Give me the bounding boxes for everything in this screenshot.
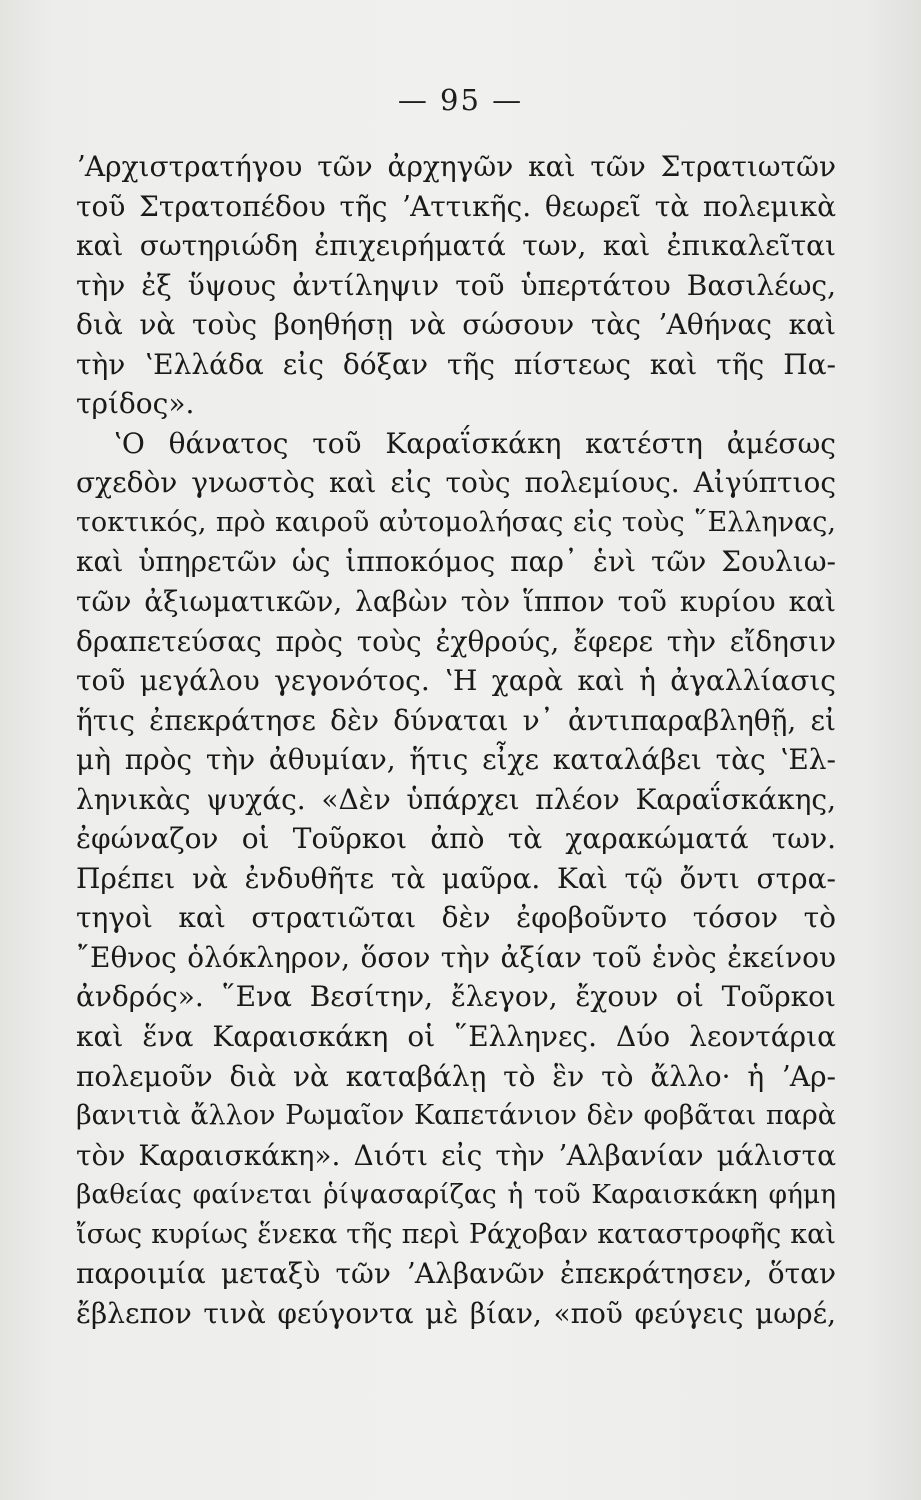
text-line: ἥτις ἐπεκράτησε δὲν δύναται ν᾽ ἀντιπαραβληθῇ, εἰ — [76, 703, 836, 737]
text-line: τὸν Καραισκάκη». Διότι εἰς τὴν ʼΑλβανίαν μάλιστα — [76, 1138, 836, 1172]
text-line: ἴσως κυρίως ἕνεκα τῆς περὶ Ράχοβαν καταστροφῆς καὶ — [76, 1218, 836, 1250]
text-line: καὶ σωτηριώδη ἐπιχειρήματά των, καὶ ἐπικαλεῖται — [76, 229, 836, 263]
page-number: — 95 — — [397, 83, 524, 117]
text-line: καὶ ἕνα Καραισκάκη οἱ ῞Ελληνες. Δύο λεοντάρια — [76, 1020, 836, 1054]
text-line: μὴ πρὸς τὴν ἀθυμίαν, ἥτις εἶχε καταλάβει τὰς ʽΕλ- — [76, 743, 836, 777]
text-line: τρίδος». — [76, 387, 195, 421]
text-line: τῶν ἀξιωματικῶν, λαβὼν τὸν ἵππον τοῦ κυρίου καὶ — [76, 585, 836, 619]
text-line: διὰ νὰ τοὺς βοηθήσῃ νὰ σώσουν τὰς ʼΑθήνας καὶ — [76, 308, 836, 342]
text-line: ἔβλεπον τινὰ φεύγοντα μὲ βίαν, «ποῦ φεύγεις μωρέ, — [76, 1296, 836, 1330]
text-line: τὴν ἐξ ὕψους ἀντίληψιν τοῦ ὑπερτάτου Βασιλέως, — [76, 268, 836, 302]
text-line: δραπετεύσας πρὸς τοὺς ἐχθρούς, ἔφερε τὴν εἴδησιν — [76, 624, 836, 658]
text-line: βαθείας φαίνεται ῥίψασαρίζας ἡ τοῦ Καραισκάκη φήμη — [76, 1179, 836, 1211]
text-line: πολεμοῦν διὰ νὰ καταβάλῃ τὸ ἓν τὸ ἄλλο· ἡ ʼΑρ- — [76, 1059, 836, 1093]
text-line: ληνικὰς ψυχάς. «Δὲν ὑπάρχει πλέον Καραΐσκάκης, — [76, 782, 836, 816]
text-line: τοκτικός, πρὸ καιροῦ αὐτομολήσας εἰς τοὺς ῞Ελληνας, — [76, 506, 836, 538]
text-line: τοῦ μεγάλου γεγονότος. ʽΗ χαρὰ καὶ ἡ ἀγαλλίασις — [76, 664, 836, 698]
text-line: σχεδὸν γνωστὸς καὶ εἰς τοὺς πολεμίους. Αἰγύπτιος — [76, 466, 836, 500]
text-line: ῎Εθνος ὁλόκληρον, ὅσον τὴν ἀξίαν τοῦ ἑνὸς ἐκείνου — [76, 940, 836, 974]
text-line: Πρέπει νὰ ἐνδυθῆτε τὰ μαῦρα. Καὶ τῷ ὄντι στρα- — [76, 861, 836, 895]
text-line: τηγοὶ καὶ στρατιῶται δὲν ἐφοβοῦντο τόσον τὸ — [76, 901, 836, 935]
text-line: ἀνδρός». ῞Ενα Βεσίτην, ἔλεγον, ἔχουν οἱ Τοῦρκοι — [76, 980, 836, 1014]
text-line: ἐφώναζον οἱ Τοῦρκοι ἀπὸ τὰ χαρακώματά των. — [76, 822, 836, 856]
text-line: τὴν ʽΕλλάδα εἰς δόξαν τῆς πίστεως καὶ τῆς Πα- — [76, 347, 836, 381]
text-line: τοῦ Στρατοπέδου τῆς ʼΑττικῆς. θεωρεῖ τὰ πολεμικὰ — [76, 189, 836, 223]
text-line: ʽΟ θάνατος τοῦ Καραΐσκάκη κατέστη ἀμέσως — [113, 426, 836, 460]
body-text — [76, 147, 836, 1333]
text-line: βανιτιὰ ἄλλον Ρωμαῖον Καπετάνιον δὲν φοβᾶται παρὰ — [76, 1100, 836, 1132]
text-line: παροιμία μεταξὺ τῶν ʼΑλβανῶν ἐπεκράτησεν, ὅταν — [76, 1257, 836, 1291]
text-line: ʼΑρχιστρατήγου τῶν ἀρχηγῶν καὶ τῶν Στρατιωτῶν — [76, 150, 836, 183]
text-line: καὶ ὑπηρετῶν ὡς ἱπποκόμος παρ᾽ ἑνὶ τῶν Σουλιω- — [76, 545, 836, 579]
